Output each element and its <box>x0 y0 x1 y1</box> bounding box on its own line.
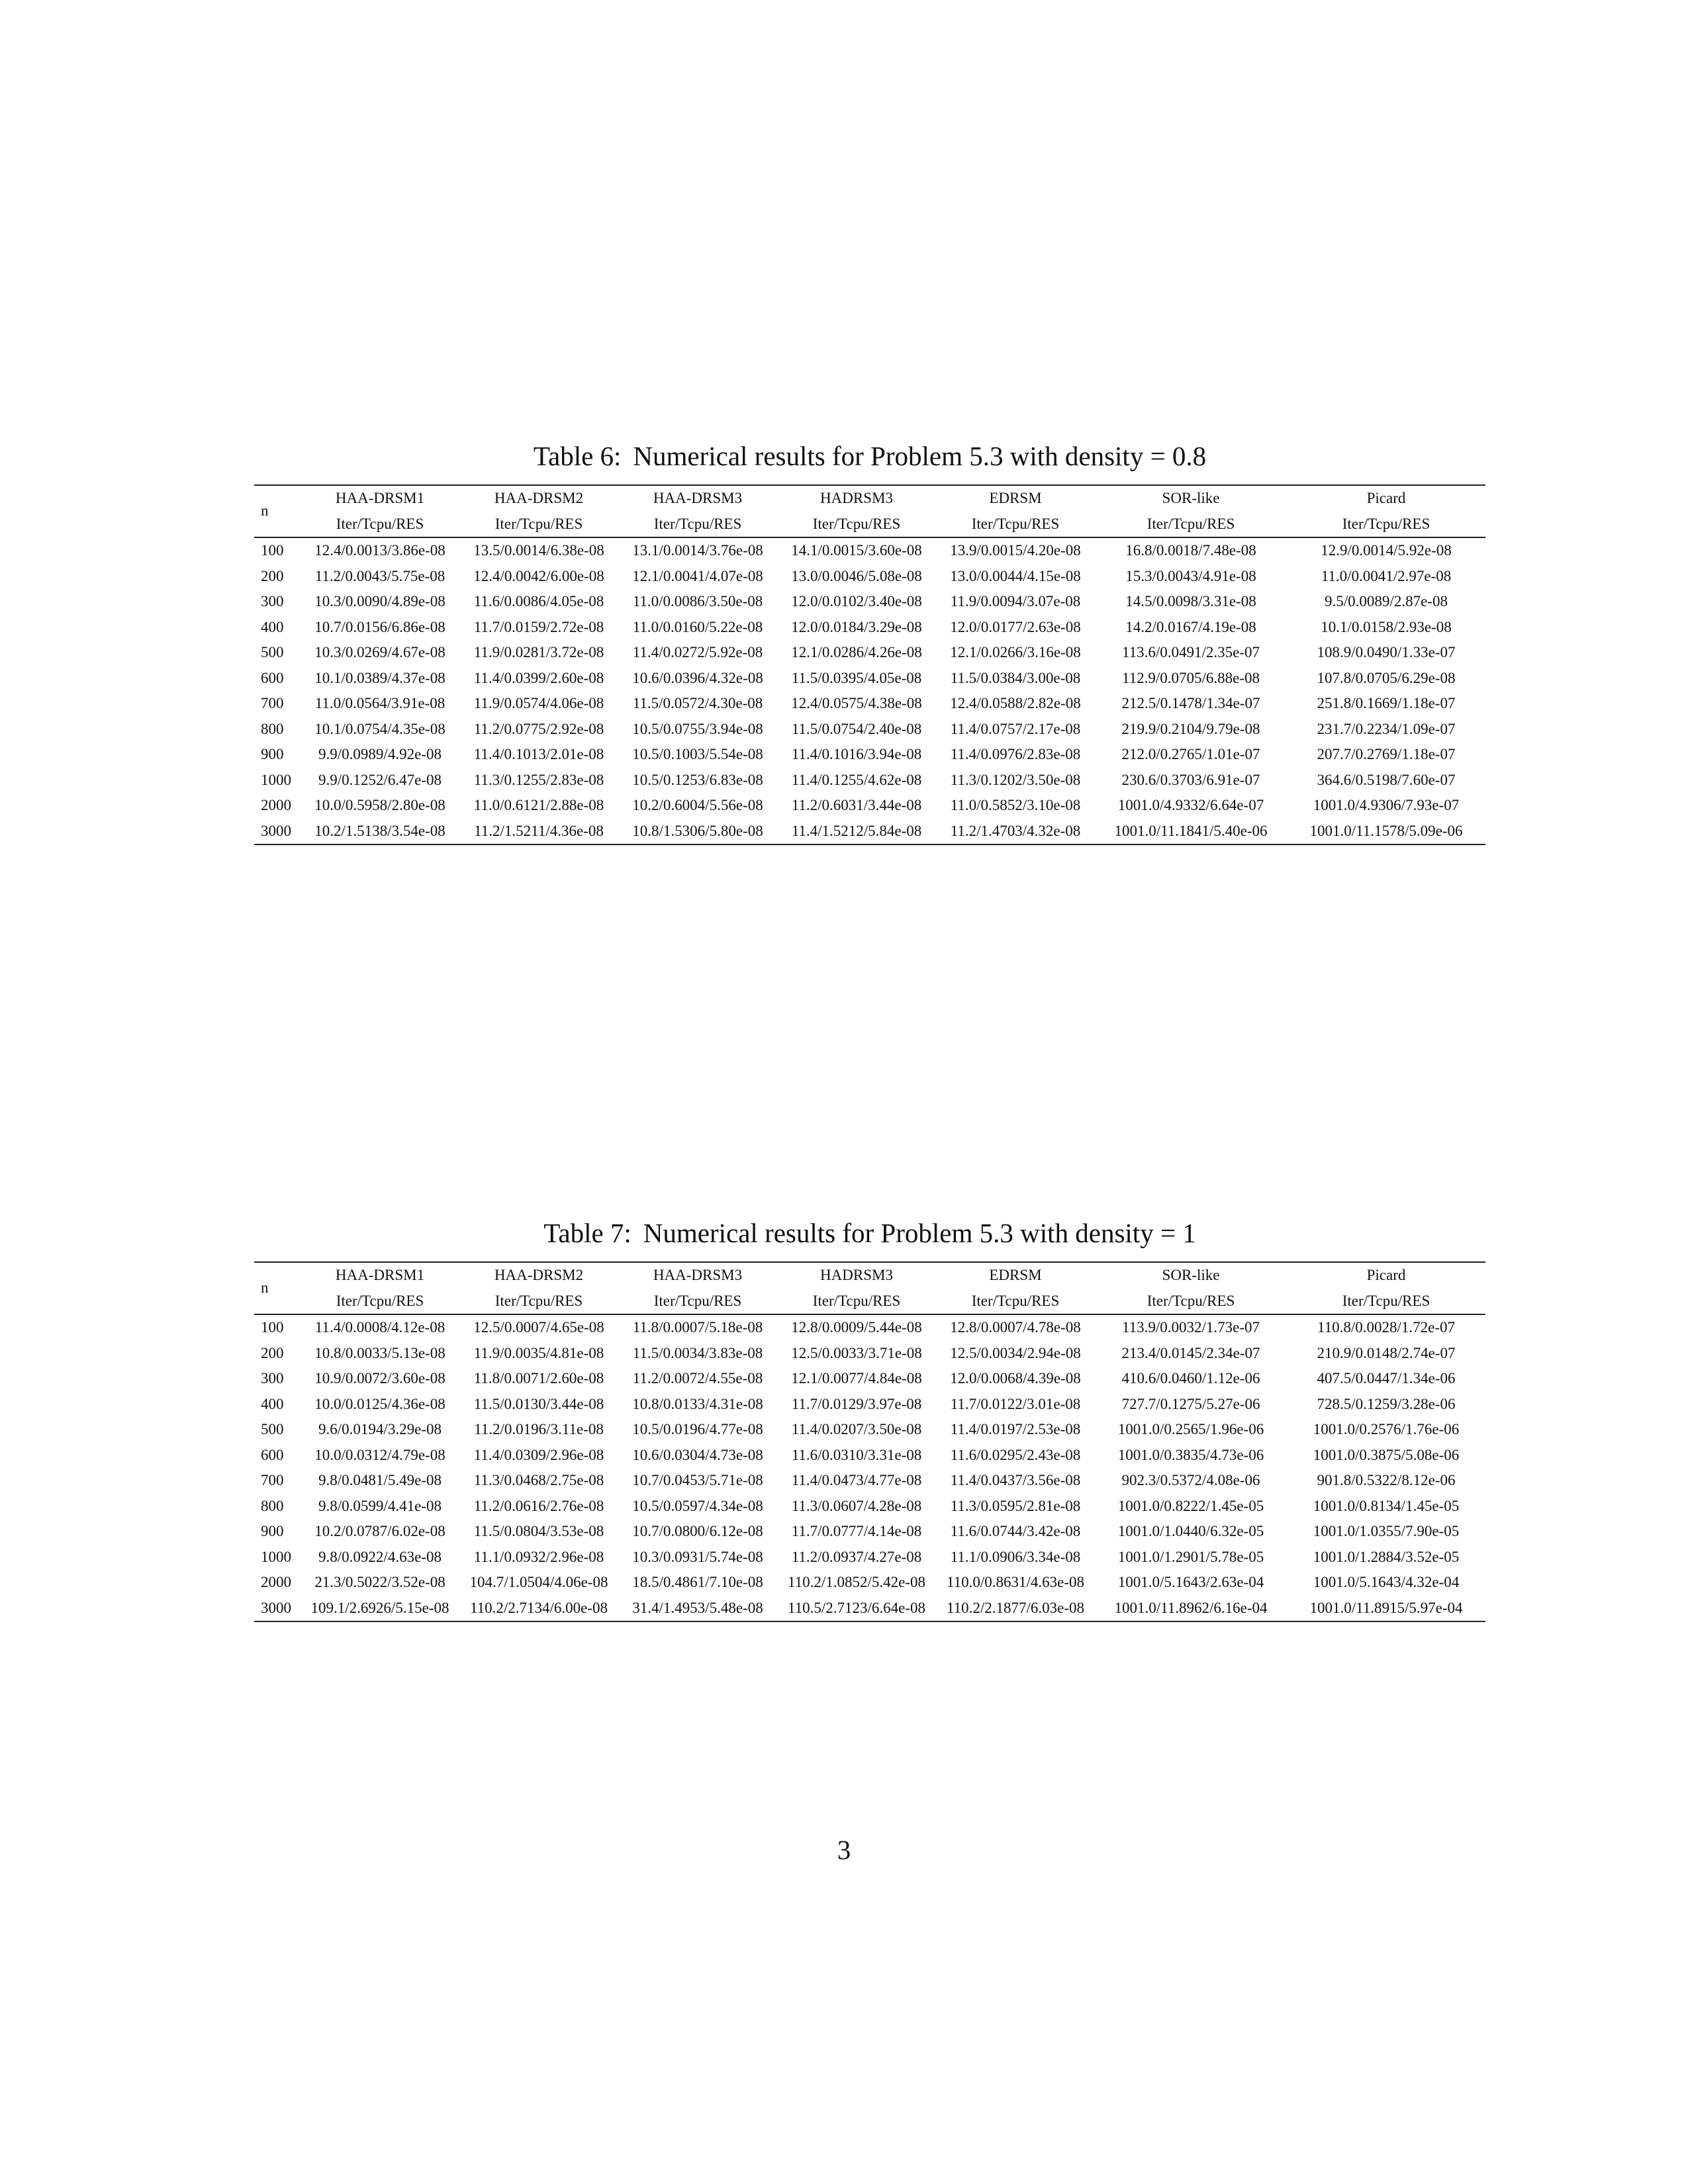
result-cell: 12.4/0.0575/4.38e-08 <box>791 695 922 711</box>
method-header: HADRSM3 <box>777 485 936 512</box>
result-cell: 10.0/0.0312/4.79e-08 <box>314 1446 445 1463</box>
result-cell: 12.9/0.0014/5.92e-08 <box>1321 542 1452 559</box>
row-n-cell: 800 <box>261 720 284 737</box>
result-cell: 13.1/0.0014/3.76e-08 <box>632 542 763 559</box>
method-header: SOR-like <box>1095 485 1287 512</box>
result-cell: 15.3/0.0043/4.91e-08 <box>1125 567 1256 584</box>
result-cell: 110.2/1.0852/5.42e-08 <box>787 1574 926 1590</box>
result-cell: 11.5/0.0804/3.53e-08 <box>473 1523 604 1539</box>
result-cell: 104.7/1.0504/4.06e-08 <box>469 1574 608 1590</box>
result-cell: 364.6/0.5198/7.60e-07 <box>1317 771 1456 788</box>
page-number: 3 <box>837 1835 851 1865</box>
result-cell: 9.8/0.0599/4.41e-08 <box>318 1497 442 1514</box>
header-row <box>254 485 1485 512</box>
result-cell: 11.0/0.5852/3.10e-08 <box>950 797 1081 813</box>
result-cell: 1001.0/1.0440/6.32e-05 <box>1117 1523 1264 1539</box>
result-cell: 21.3/0.5022/3.52e-08 <box>314 1574 445 1590</box>
table-row <box>254 666 1485 692</box>
result-cell: 1001.0/1.0355/7.90e-05 <box>1313 1523 1460 1539</box>
result-cell: 10.5/0.1003/5.54e-08 <box>632 746 763 762</box>
result-cell: 11.3/0.1202/3.50e-08 <box>950 771 1081 788</box>
table-row <box>254 564 1485 590</box>
result-cell: 110.8/0.0028/1.72e-07 <box>1317 1319 1456 1336</box>
table-row <box>254 1392 1485 1418</box>
result-cell: 11.9/0.0574/4.06e-08 <box>473 695 604 711</box>
result-cell: 11.4/0.1013/2.01e-08 <box>473 746 604 762</box>
result-cell: 12.1/0.0041/4.07e-08 <box>632 567 763 584</box>
table-row <box>254 1443 1485 1469</box>
result-cell: 13.9/0.0015/4.20e-08 <box>950 542 1081 559</box>
row-n-cell: 100 <box>261 542 284 559</box>
row-n-cell: 600 <box>261 669 284 686</box>
result-cell: 11.6/0.0295/2.43e-08 <box>950 1446 1081 1463</box>
metric-subheader: Iter/Tcpu/RES <box>1287 512 1485 538</box>
row-n-cell: 700 <box>261 695 284 711</box>
row-n-cell: 3000 <box>254 1596 301 1622</box>
result-cell: 14.5/0.0098/3.31e-08 <box>1125 593 1256 610</box>
metric-subheader: Iter/Tcpu/RES <box>618 1289 777 1315</box>
result-cell: 10.0/0.5958/2.80e-08 <box>314 797 445 813</box>
result-cell: 10.3/0.0931/5.74e-08 <box>632 1548 763 1565</box>
row-n-cell: 400 <box>261 1395 284 1412</box>
result-cell: 12.5/0.0034/2.94e-08 <box>950 1344 1081 1361</box>
result-cell: 728.5/0.1259/3.28e-06 <box>1317 1395 1456 1412</box>
result-cell: 113.6/0.0491/2.35e-07 <box>1121 644 1260 660</box>
metric-subheader: Iter/Tcpu/RES <box>301 1289 459 1315</box>
table-row <box>254 1545 1485 1570</box>
subheader-row <box>254 512 1485 538</box>
row-n-cell: 900 <box>261 746 284 762</box>
result-cell: 13.0/0.0046/5.08e-08 <box>791 567 922 584</box>
row-n-cell: 200 <box>261 567 284 584</box>
table-row <box>254 1468 1485 1494</box>
result-cell: 11.7/0.0129/3.97e-08 <box>791 1395 922 1412</box>
row-n-cell: 800 <box>261 1497 284 1514</box>
metric-subheader: Iter/Tcpu/RES <box>459 512 618 538</box>
result-cell: 11.0/0.0086/3.50e-08 <box>632 593 763 610</box>
row-n-cell: 2000 <box>261 1574 291 1590</box>
result-cell: 1001.0/11.8915/5.97e-04 <box>1287 1596 1485 1622</box>
result-cell: 11.2/0.0196/3.11e-08 <box>474 1421 604 1437</box>
result-cell: 11.2/0.0775/2.92e-08 <box>473 720 604 737</box>
result-cell: 11.0/0.0041/2.97e-08 <box>1321 567 1452 584</box>
result-cell: 13.0/0.0044/4.15e-08 <box>950 567 1081 584</box>
result-cell: 10.3/0.0090/4.89e-08 <box>314 593 445 610</box>
metric-subheader: Iter/Tcpu/RES <box>777 1289 936 1315</box>
result-cell: 1001.0/1.2884/3.52e-05 <box>1313 1548 1460 1565</box>
subheader-row <box>254 1289 1485 1315</box>
table-row <box>254 615 1485 641</box>
result-cell: 10.7/0.0453/5.71e-08 <box>632 1472 763 1488</box>
result-cell: 11.4/0.0473/4.77e-08 <box>791 1472 922 1488</box>
result-cell: 11.4/1.5212/5.84e-08 <box>777 819 936 845</box>
result-cell: 12.1/0.0077/4.84e-08 <box>791 1370 922 1387</box>
result-cell: 11.5/0.0384/3.00e-08 <box>950 669 1081 686</box>
n-column-header: n <box>254 1262 301 1314</box>
result-cell: 213.4/0.0145/2.34e-07 <box>1121 1344 1260 1361</box>
result-cell: 11.7/0.0777/4.14e-08 <box>791 1523 922 1539</box>
table-row <box>254 1314 1485 1341</box>
result-cell: 9.8/0.0481/5.49e-08 <box>318 1472 442 1488</box>
result-cell: 11.6/0.0086/4.05e-08 <box>473 593 604 610</box>
results-table <box>254 1261 1485 1622</box>
result-cell: 10.7/0.0800/6.12e-08 <box>632 1523 763 1539</box>
result-cell: 902.3/0.5372/4.08e-06 <box>1121 1472 1260 1488</box>
table-row <box>254 640 1485 666</box>
result-cell: 12.0/0.0102/3.40e-08 <box>791 593 922 610</box>
result-cell: 12.1/0.0286/4.26e-08 <box>791 644 922 660</box>
result-cell: 11.5/0.0754/2.40e-08 <box>791 720 922 737</box>
result-cell: 10.0/0.0125/4.36e-08 <box>314 1395 445 1412</box>
result-cell: 9.8/0.0922/4.63e-08 <box>318 1548 442 1565</box>
result-cell: 1001.0/4.9306/7.93e-07 <box>1313 797 1460 813</box>
result-cell: 11.4/0.0757/2.17e-08 <box>950 720 1081 737</box>
table-row <box>254 1341 1485 1367</box>
result-cell: 1001.0/11.1841/5.40e-06 <box>1095 819 1287 845</box>
table-row <box>254 717 1485 743</box>
result-cell: 16.8/0.0018/7.48e-08 <box>1125 542 1256 559</box>
table-row <box>254 589 1485 615</box>
metric-subheader: Iter/Tcpu/RES <box>301 512 459 538</box>
method-header: Picard <box>1287 1262 1485 1289</box>
result-cell: 110.0/0.8631/4.63e-08 <box>946 1574 1085 1590</box>
result-cell: 1001.0/0.3835/4.73e-06 <box>1117 1446 1264 1463</box>
result-cell: 10.5/0.0597/4.34e-08 <box>632 1497 763 1514</box>
result-cell: 11.2/0.0072/4.55e-08 <box>632 1370 763 1387</box>
result-cell: 11.4/0.0272/5.92e-08 <box>632 644 763 660</box>
result-cell: 410.6/0.0460/1.12e-06 <box>1121 1370 1260 1387</box>
method-header: HAA-DRSM2 <box>459 1262 618 1289</box>
result-cell: 1001.0/5.1643/4.32e-04 <box>1313 1574 1460 1590</box>
result-cell: 110.5/2.7123/6.64e-08 <box>777 1596 936 1622</box>
result-cell: 11.8/0.0007/5.18e-08 <box>632 1319 763 1336</box>
row-n-cell: 300 <box>261 593 284 610</box>
table-body <box>254 537 1485 844</box>
table-row <box>254 1494 1485 1520</box>
result-cell: 9.9/0.0989/4.92e-08 <box>318 746 442 762</box>
table-7-block <box>254 1216 1485 1622</box>
row-n-cell: 1000 <box>261 771 291 788</box>
result-cell: 10.8/1.5306/5.80e-08 <box>618 819 777 845</box>
result-cell: 11.4/0.0976/2.83e-08 <box>950 746 1081 762</box>
result-cell: 407.5/0.0447/1.34e-06 <box>1317 1370 1456 1387</box>
result-cell: 11.6/0.0310/3.31e-08 <box>791 1446 922 1463</box>
result-cell: 11.9/0.0094/3.07e-08 <box>950 593 1081 610</box>
result-cell: 11.0/0.0160/5.22e-08 <box>632 618 763 635</box>
result-cell: 12.8/0.0007/4.78e-08 <box>950 1319 1081 1336</box>
result-cell: 11.7/0.0159/2.72e-08 <box>473 618 604 635</box>
metric-subheader: Iter/Tcpu/RES <box>936 1289 1095 1315</box>
result-cell: 11.2/1.5211/4.36e-08 <box>459 819 618 845</box>
result-cell: 11.4/0.0008/4.12e-08 <box>314 1319 445 1336</box>
result-cell: 10.2/0.0787/6.02e-08 <box>314 1523 445 1539</box>
result-cell: 12.5/0.0033/3.71e-08 <box>791 1344 922 1361</box>
result-cell: 11.2/1.4703/4.32e-08 <box>936 819 1095 845</box>
method-header: Picard <box>1287 485 1485 512</box>
result-cell: 11.3/0.0595/2.81e-08 <box>950 1497 1081 1514</box>
table-row <box>254 1570 1485 1596</box>
result-cell: 31.4/1.4953/5.48e-08 <box>618 1596 777 1622</box>
result-cell: 11.4/0.0399/2.60e-08 <box>473 669 604 686</box>
result-cell: 12.0/0.0184/3.29e-08 <box>791 618 922 635</box>
result-cell: 1001.0/11.1578/5.09e-06 <box>1287 819 1485 845</box>
result-cell: 11.1/0.0906/3.34e-08 <box>950 1548 1081 1565</box>
result-cell: 11.3/0.0607/4.28e-08 <box>791 1497 922 1514</box>
table-row <box>254 691 1485 717</box>
table-row <box>254 1417 1485 1443</box>
method-header: EDRSM <box>936 1262 1095 1289</box>
table-row <box>254 1596 1485 1622</box>
row-n-cell: 2000 <box>261 797 291 813</box>
result-cell: 727.7/0.1275/5.27e-06 <box>1121 1395 1260 1412</box>
result-cell: 231.7/0.2234/1.09e-07 <box>1317 720 1456 737</box>
result-cell: 11.9/0.0035/4.81e-08 <box>473 1344 604 1361</box>
table-row <box>254 742 1485 768</box>
metric-subheader: Iter/Tcpu/RES <box>1287 1289 1485 1315</box>
result-cell: 12.4/0.0588/2.82e-08 <box>950 695 1081 711</box>
result-cell: 1001.0/0.8134/1.45e-05 <box>1313 1497 1460 1514</box>
row-n-cell: 500 <box>261 644 284 660</box>
result-cell: 10.5/0.0755/3.94e-08 <box>632 720 763 737</box>
table-row <box>254 1366 1485 1392</box>
result-cell: 1001.0/0.3875/5.08e-06 <box>1313 1446 1460 1463</box>
result-cell: 110.2/2.1877/6.03e-08 <box>936 1596 1095 1622</box>
result-cell: 11.8/0.0071/2.60e-08 <box>473 1370 604 1387</box>
table-caption <box>254 1216 1485 1250</box>
table-caption-text: Numerical results for Problem 5.3 with density = 0.8 <box>633 441 1207 471</box>
result-cell: 10.2/0.6004/5.56e-08 <box>632 797 763 813</box>
result-cell: 11.6/0.0744/3.42e-08 <box>950 1523 1081 1539</box>
metric-subheader: Iter/Tcpu/RES <box>936 512 1095 538</box>
method-header: SOR-like <box>1095 1262 1287 1289</box>
result-cell: 14.1/0.0015/3.60e-08 <box>791 542 922 559</box>
metric-subheader: Iter/Tcpu/RES <box>777 512 936 538</box>
result-cell: 11.9/0.0281/3.72e-08 <box>473 644 604 660</box>
result-cell: 1001.0/4.9332/6.64e-07 <box>1117 797 1264 813</box>
table-caption <box>254 439 1485 473</box>
metric-subheader: Iter/Tcpu/RES <box>1095 1289 1287 1315</box>
result-cell: 11.3/0.1255/2.83e-08 <box>473 771 604 788</box>
row-n-cell: 500 <box>261 1421 284 1437</box>
table-body <box>254 1314 1485 1621</box>
row-n-cell: 900 <box>261 1523 284 1539</box>
result-cell: 10.1/0.0158/2.93e-08 <box>1321 618 1452 635</box>
result-cell: 18.5/0.4861/7.10e-08 <box>632 1574 763 1590</box>
method-header: HAA-DRSM1 <box>301 1262 459 1289</box>
row-n-cell: 200 <box>261 1344 284 1361</box>
result-cell: 11.4/0.0197/2.53e-08 <box>950 1421 1081 1437</box>
method-header: HADRSM3 <box>777 1262 936 1289</box>
result-cell: 11.5/0.0130/3.44e-08 <box>473 1395 604 1412</box>
table-caption-text: Numerical results for Problem 5.3 with density = 1 <box>643 1218 1196 1248</box>
table-6-block <box>254 439 1485 845</box>
result-cell: 10.8/0.0033/5.13e-08 <box>314 1344 445 1361</box>
result-cell: 1001.0/5.1643/2.63e-04 <box>1117 1574 1264 1590</box>
result-cell: 10.2/1.5138/3.54e-08 <box>301 819 459 845</box>
result-cell: 12.4/0.0042/6.00e-08 <box>473 567 604 584</box>
table-row <box>254 793 1485 819</box>
result-cell: 10.5/0.0196/4.77e-08 <box>632 1421 763 1437</box>
row-n-cell: 700 <box>261 1472 284 1488</box>
result-cell: 10.6/0.0304/4.73e-08 <box>632 1446 763 1463</box>
result-cell: 12.0/0.0068/4.39e-08 <box>950 1370 1081 1387</box>
result-cell: 10.5/0.1253/6.83e-08 <box>632 771 763 788</box>
metric-subheader: Iter/Tcpu/RES <box>459 1289 618 1315</box>
row-n-cell: 600 <box>261 1446 284 1463</box>
result-cell: 11.1/0.0932/2.96e-08 <box>473 1548 604 1565</box>
method-header: HAA-DRSM1 <box>301 485 459 512</box>
result-cell: 11.2/0.0937/4.27e-08 <box>791 1548 922 1565</box>
result-cell: 11.2/0.6031/3.44e-08 <box>791 797 922 813</box>
result-cell: 1001.0/0.2565/1.96e-06 <box>1117 1421 1264 1437</box>
result-cell: 10.8/0.0133/4.31e-08 <box>632 1395 763 1412</box>
result-cell: 108.9/0.0490/1.33e-07 <box>1317 644 1456 660</box>
result-cell: 10.7/0.0156/6.86e-08 <box>314 618 445 635</box>
method-header: HAA-DRSM2 <box>459 485 618 512</box>
row-n-cell: 3000 <box>254 819 301 845</box>
result-cell: 10.1/0.0754/4.35e-08 <box>314 720 445 737</box>
result-cell: 12.4/0.0013/3.86e-08 <box>314 542 445 559</box>
method-header: HAA-DRSM3 <box>618 485 777 512</box>
results-table <box>254 484 1485 845</box>
result-cell: 110.2/2.7134/6.00e-08 <box>459 1596 618 1622</box>
result-cell: 10.1/0.0389/4.37e-08 <box>314 669 445 686</box>
result-cell: 112.9/0.0705/6.88e-08 <box>1121 669 1260 686</box>
header-row <box>254 1262 1485 1289</box>
result-cell: 210.9/0.0148/2.74e-07 <box>1317 1344 1456 1361</box>
result-cell: 230.6/0.3703/6.91e-07 <box>1121 771 1260 788</box>
row-n-cell: 1000 <box>261 1548 291 1565</box>
result-cell: 10.9/0.0072/3.60e-08 <box>314 1370 445 1387</box>
result-cell: 9.6/0.0194/3.29e-08 <box>318 1421 442 1437</box>
result-cell: 11.5/0.0572/4.30e-08 <box>632 695 763 711</box>
table-row <box>254 537 1485 564</box>
table-row <box>254 1519 1485 1545</box>
result-cell: 11.5/0.0395/4.05e-08 <box>791 669 922 686</box>
table-row <box>254 819 1485 845</box>
result-cell: 11.4/0.0207/3.50e-08 <box>791 1421 922 1437</box>
result-cell: 10.6/0.0396/4.32e-08 <box>632 669 763 686</box>
result-cell: 107.8/0.0705/6.29e-08 <box>1317 669 1456 686</box>
result-cell: 1001.0/11.8962/6.16e-04 <box>1095 1596 1287 1622</box>
result-cell: 901.8/0.5322/8.12e-06 <box>1317 1472 1456 1488</box>
result-cell: 113.9/0.0032/1.73e-07 <box>1121 1319 1260 1336</box>
result-cell: 14.2/0.0167/4.19e-08 <box>1125 618 1256 635</box>
result-cell: 12.8/0.0009/5.44e-08 <box>791 1319 922 1336</box>
result-cell: 11.4/0.1016/3.94e-08 <box>791 746 922 762</box>
result-cell: 12.5/0.0007/4.65e-08 <box>473 1319 604 1336</box>
result-cell: 11.4/0.1255/4.62e-08 <box>791 771 922 788</box>
result-cell: 1001.0/0.8222/1.45e-05 <box>1117 1497 1264 1514</box>
result-cell: 11.2/0.0616/2.76e-08 <box>473 1497 604 1514</box>
result-cell: 10.3/0.0269/4.67e-08 <box>314 644 445 660</box>
result-cell: 9.5/0.0089/2.87e-08 <box>1325 593 1448 610</box>
result-cell: 11.3/0.0468/2.75e-08 <box>473 1472 604 1488</box>
result-cell: 1001.0/1.2901/5.78e-05 <box>1117 1548 1264 1565</box>
metric-subheader: Iter/Tcpu/RES <box>1095 512 1287 538</box>
result-cell: 109.1/2.6926/5.15e-08 <box>301 1596 459 1622</box>
result-cell: 11.5/0.0034/3.83e-08 <box>632 1344 763 1361</box>
row-n-cell: 400 <box>261 618 284 635</box>
result-cell: 212.0/0.2765/1.01e-07 <box>1121 746 1260 762</box>
result-cell: 251.8/0.1669/1.18e-07 <box>1317 695 1456 711</box>
result-cell: 11.2/0.0043/5.75e-08 <box>314 567 445 584</box>
row-n-cell: 300 <box>261 1370 284 1387</box>
row-n-cell: 100 <box>261 1319 284 1336</box>
n-column-header: n <box>254 485 301 537</box>
method-header: EDRSM <box>936 485 1095 512</box>
metric-subheader: Iter/Tcpu/RES <box>618 512 777 538</box>
result-cell: 207.7/0.2769/1.18e-07 <box>1317 746 1456 762</box>
result-cell: 219.9/0.2104/9.79e-08 <box>1121 720 1260 737</box>
result-cell: 11.4/0.0437/3.56e-08 <box>950 1472 1081 1488</box>
table-row <box>254 768 1485 794</box>
table-label: Table 7: <box>543 1218 632 1248</box>
method-header: HAA-DRSM3 <box>618 1262 777 1289</box>
result-cell: 9.9/0.1252/6.47e-08 <box>318 771 442 788</box>
result-cell: 1001.0/0.2576/1.76e-06 <box>1313 1421 1460 1437</box>
result-cell: 12.1/0.0266/3.16e-08 <box>950 644 1081 660</box>
result-cell: 11.7/0.0122/3.01e-08 <box>950 1395 1081 1412</box>
result-cell: 11.4/0.0309/2.96e-08 <box>473 1446 604 1463</box>
result-cell: 11.0/0.0564/3.91e-08 <box>314 695 445 711</box>
table-label: Table 6: <box>533 441 622 471</box>
result-cell: 11.0/0.6121/2.88e-08 <box>473 797 604 813</box>
result-cell: 13.5/0.0014/6.38e-08 <box>473 542 604 559</box>
result-cell: 12.0/0.0177/2.63e-08 <box>950 618 1081 635</box>
result-cell: 212.5/0.1478/1.34e-07 <box>1121 695 1260 711</box>
